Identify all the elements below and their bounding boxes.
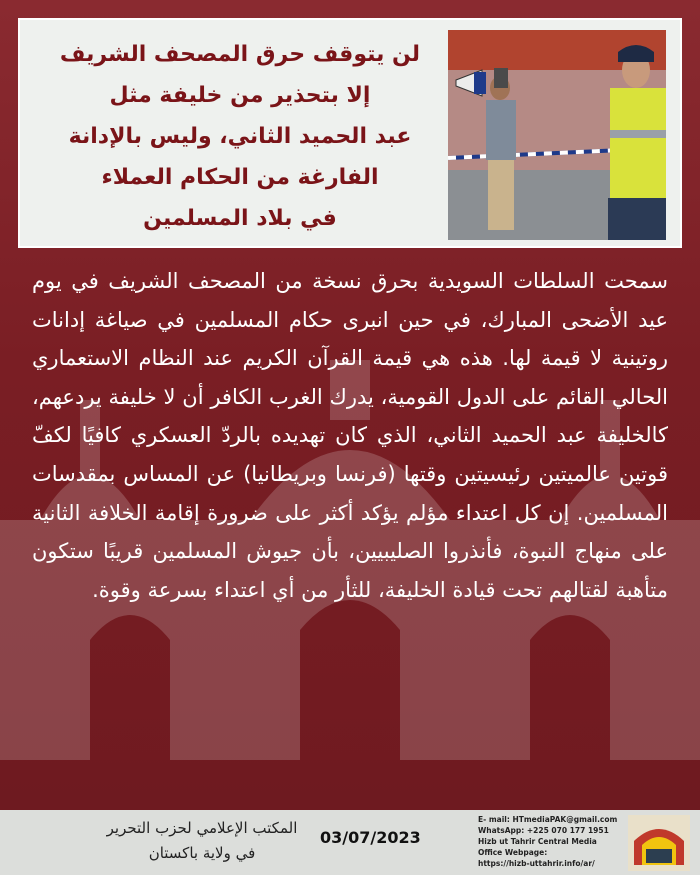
- contact-info: [478, 814, 618, 869]
- headline: [40, 34, 440, 239]
- news-photo: [448, 30, 666, 240]
- headline-line: إلا بتحذير من خليفة مثل: [109, 83, 371, 108]
- headline-line: في بلاد المسلمين: [143, 206, 337, 231]
- contact-url: https://hizb-uttahrir.info/ar/: [478, 859, 595, 868]
- contact-whatsapp: WhatsApp: +225 070 177 1951: [478, 826, 609, 835]
- media-office: [102, 816, 302, 866]
- issue-date: 03/07/2023: [320, 828, 421, 847]
- office-name: المكتب الإعلامي لحزب التحرير: [106, 819, 298, 837]
- footer: [0, 810, 700, 875]
- contact-email: E- mail: HTmediaPAK@gmail.com: [478, 815, 618, 824]
- office-region: في ولاية باكستان: [148, 844, 256, 862]
- headline-line: عبد الحميد الثاني، وليس بالإدانة: [68, 124, 412, 149]
- header-box: [18, 18, 682, 248]
- body-paragraph: سمحت السلطات السويدية بحرق نسخة من المصحف الشريف في يوم عيد الأضحى المبارك، في حين انبرى حكام المسلمين في صياغة إدانات روتينية لا قيمة لها. هذه هي قيمة القرآن الكريم عند النظام الاستعماري الحالي القائم على الدول القومية، يدرك الغرب الكافر أن لا خليفة يردعهم، كالخليفة عبد الحميد الثاني، الذي كان تهديده بالردّ العسكري كافيًا لكفّ قوتين عالميتين رئيسيتين وقتها (فرنسا وبريطانيا) عن المساس بمقدسات المسلمين. إن كل اعتداء مؤلم يؤكد أكثر على ضرورة إقامة الخلافة الثانية على منهاج النبوة، فأنذروا الصليبيين، بأن جيوش المسلمين قريبًا ستكون متأهبة لقتالهم تحت قيادة الخليفة، للثأر من أي اعتداء بسرعة وقوة.: [32, 269, 668, 602]
- headline-line: لن يتوقف حرق المصحف الشريف: [59, 42, 421, 67]
- logo-icon: [628, 815, 690, 871]
- contact-central: Hizb ut Tahrir Central Media Office Webpage:: [478, 837, 597, 857]
- headline-line: الفارغة من الحكام العملاء: [101, 165, 379, 190]
